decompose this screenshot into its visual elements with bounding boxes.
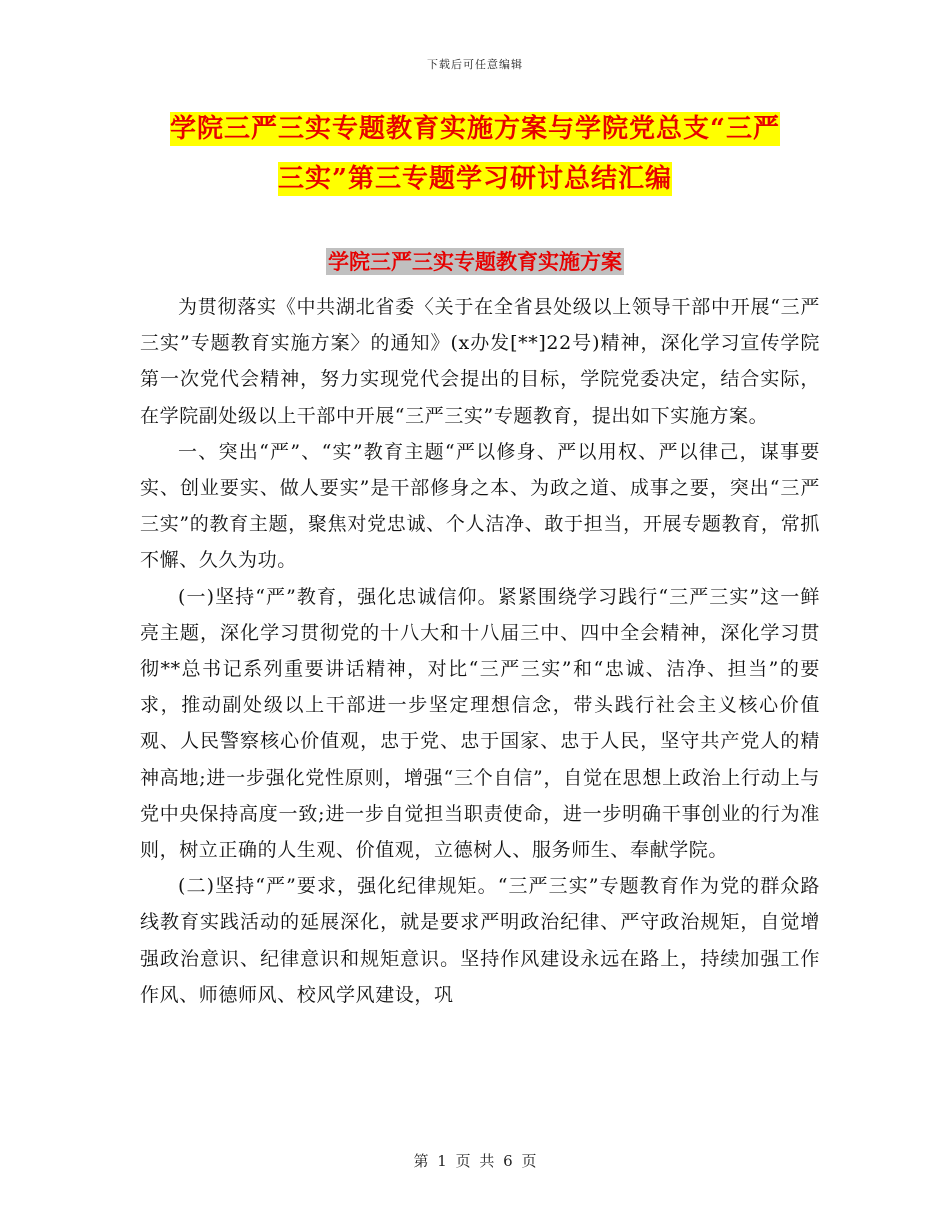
section-title-text: 学院三严三实专题教育实施方案 xyxy=(328,249,622,274)
paragraph-item-2: (二)坚持“严”要求，强化纪律规矩。“三严三实”专题教育作为党的群众路线教育实践活动的延展深化，就是要求严明政治纪律、严守政治规矩，自觉增强政治意识、纪律意识和规矩意识。坚持作风建设永远在路上，持续加强工作作风、师德师风、校风学风建设，巩 xyxy=(140,875,820,1006)
paragraph-section-1: 一、突出“严”、“实”教育主题“严以修身、严以用权、严以律己，谋事要实、创业要实、做人要实”是干部修身之本、为政之道、成事之要，突出“三严三实”的教育主题，聚焦对党忠诚、个人洁净、敢于担当，开展专题教育，常抓不懈、久久为功。 xyxy=(140,440,820,572)
header-note: 下载后可任意编辑 xyxy=(427,58,523,71)
paragraph-intro: 为贯彻落实《中共湖北省委〈关于在全省县处级以上领导干部中开展“三严三实”专题教育实施方案〉的通知》(x办发[**]22号)精神，深化学习宣传学院第一次党代会精神，努力实现党代会提出的目标，学院党委决定，结合实际，在学院副处级以上干部中开展“三严三实”专题教育，提出如下实施方案。 xyxy=(140,296,820,427)
section-title xyxy=(0,246,950,276)
title-line-1: 学院三严三实专题教育实施方案与学院党总支“三严 xyxy=(170,114,780,144)
paragraph-item-1: (一)坚持“严”教育，强化忠诚信仰。紧紧围绕学习践行“三严三实”这一鲜亮主题，深化学习贯彻党的十八大和十八届三中、四中全会精神，深化学习贯彻**总书记系列重要讲话精神，对比“三严三实”和“忠诚、洁净、担当”的要求，推动副处级以上干部进一步坚定理想信念，带头践行社会主义核心价值观、人民警察核心价值观，忠于党、忠于国家、忠于人民，坚守共产党人的精神高地;进一步强化党性原则，增强“三个自信”，自觉在思想上政治上行动上与党中央保持高度一致;进一步自觉担当职责使命，进一步明确干事创业的行为准则，树立正确的人生观、价值观，立德树人、服务师生、奉献学院。 xyxy=(140,585,820,862)
page-number-footer: 第 1 页 共 6 页 xyxy=(413,1152,537,1170)
title-line-2: 三实”第三专题学习研讨总结汇编 xyxy=(278,164,672,194)
document-title xyxy=(150,104,800,204)
body-text xyxy=(140,289,820,1013)
